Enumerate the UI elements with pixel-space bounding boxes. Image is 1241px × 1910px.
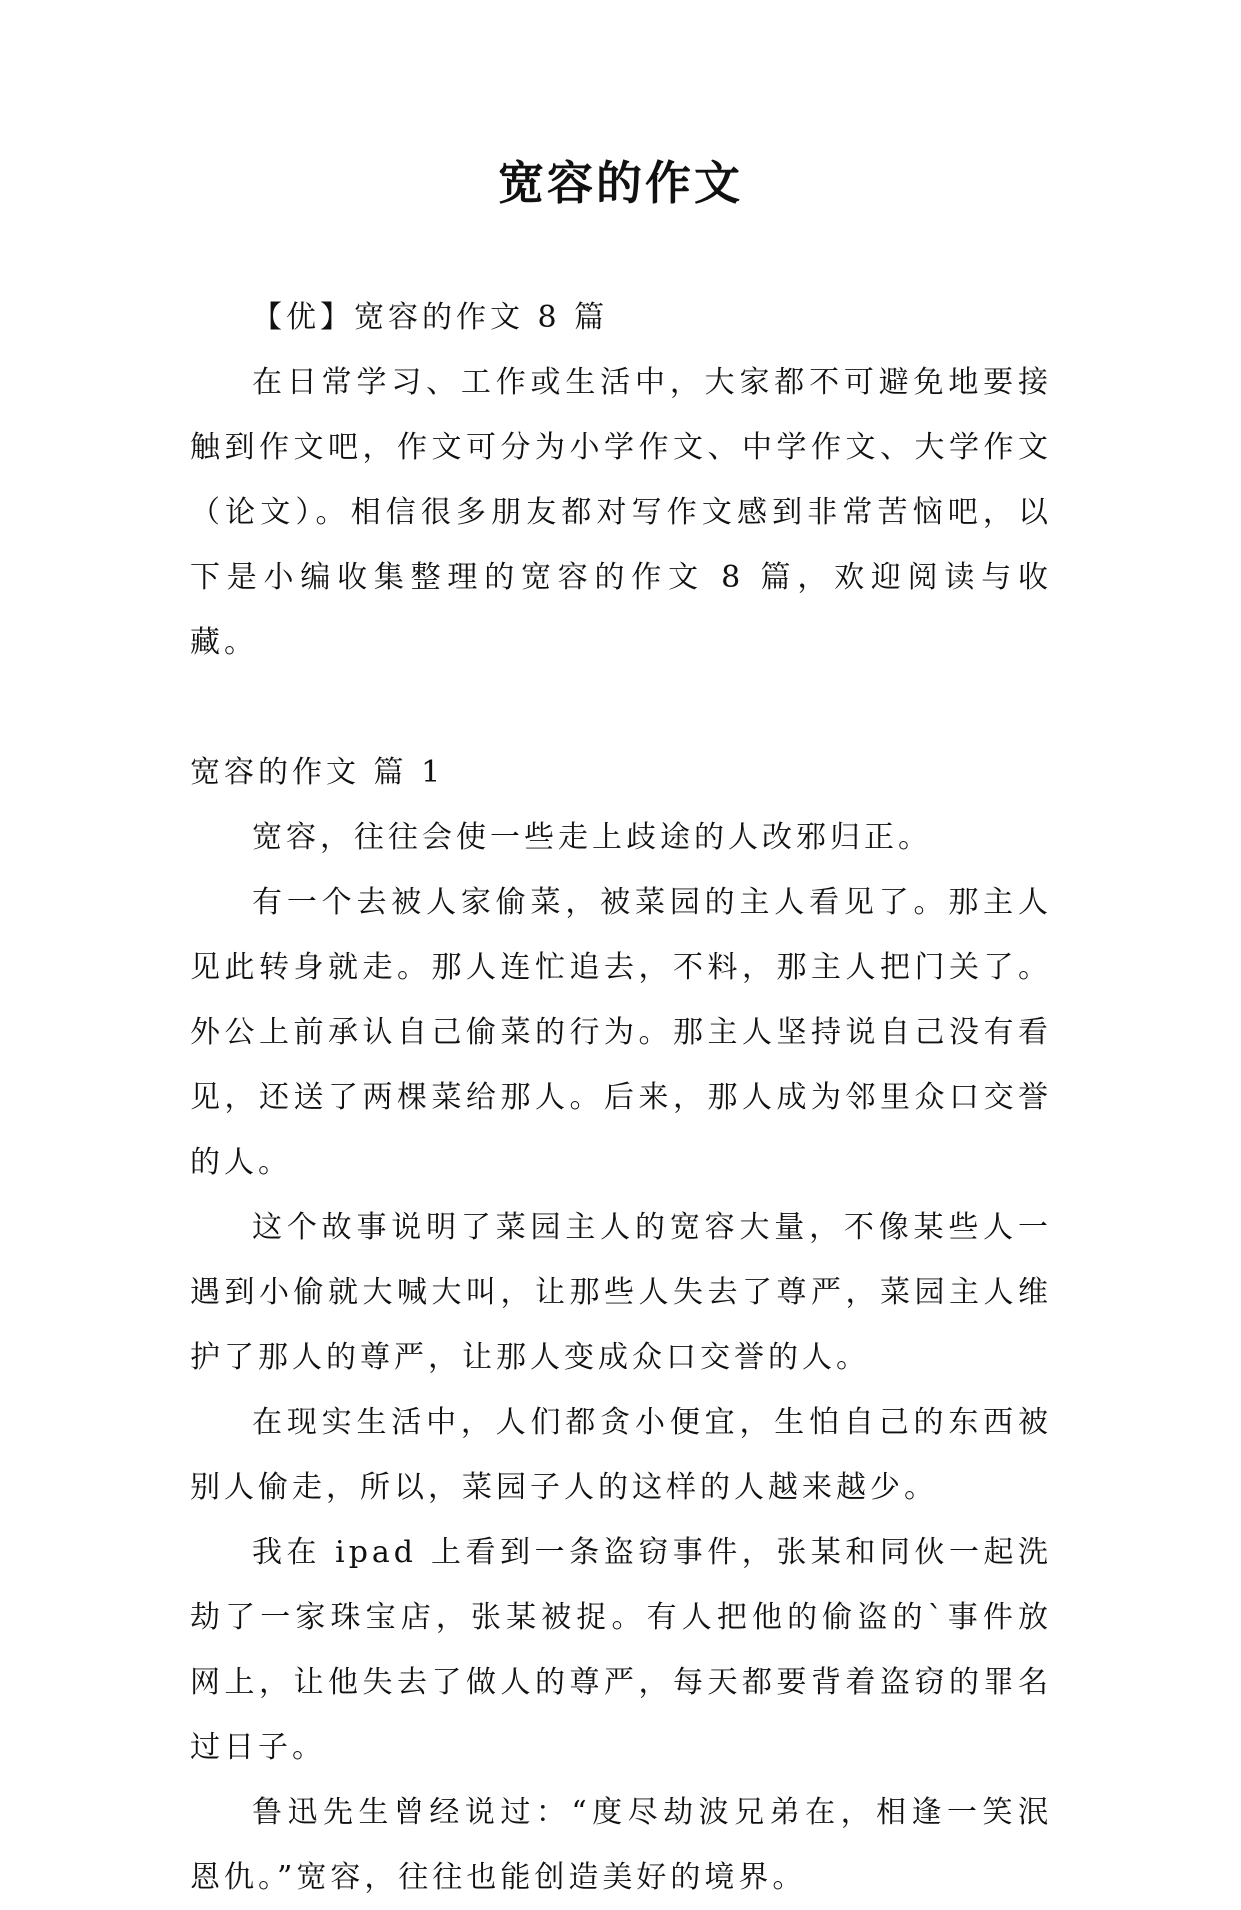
intro-paragraph: 在日常学习、工作或生活中，大家都不可避免地要接触到作文吧，作文可分为小学作文、中学作文、大学作文（论文）。相信很多朋友都对写作文感到非常苦恼吧，以下是小编收集整理的宽容的作文 8 篇，欢迎阅读与收藏。 bbox=[190, 365, 1052, 660]
intro-subtitle: 【优】宽容的作文 8 篇 bbox=[252, 300, 609, 335]
section-paragraph: 鲁迅先生曾经说过：“度尽劫波兄弟在，相逢一笑泯恩仇。”宽容，往往也能创造美好的境界。 bbox=[190, 1795, 1052, 1895]
section-paragraph: 在现实生活中，人们都贪小便宜，生怕自己的东西被别人偷走，所以，菜园子人的这样的人越来越少。 bbox=[190, 1405, 1052, 1505]
section-paragraph: 我在 ipad 上看到一条盗窃事件，张某和同伙一起洗劫了一家珠宝店，张某被捉。有人把他的偷盗的`事件放网上，让他失去了做人的尊严，每天都要背着盗窃的罪名过日子。 bbox=[190, 1535, 1052, 1765]
section-paragraph: 有一个去被人家偷菜，被菜园的主人看见了。那主人见此转身就走。那人连忙追去，不料，那主人把门关了。外公上前承认自己偷菜的行为。那主人坚持说自己没有看见，还送了两棵菜给那人。后来，那人成为邻里众口交誉的人。 bbox=[190, 885, 1052, 1180]
document-body bbox=[190, 285, 1052, 1910]
section-paragraph: 这个故事说明了菜园主人的宽容大量，不像某些人一遇到小偷就大喊大叫，让那些人失去了尊严，菜园主人维护了那人的尊严，让那人变成众口交誉的人。 bbox=[190, 1210, 1052, 1375]
document-title: 宽容的作文 bbox=[498, 156, 743, 210]
section-heading: 宽容的作文 篇 1 bbox=[190, 755, 445, 790]
section-paragraph: 宽容，往往会使一些走上歧途的人改邪归正。 bbox=[252, 820, 932, 855]
